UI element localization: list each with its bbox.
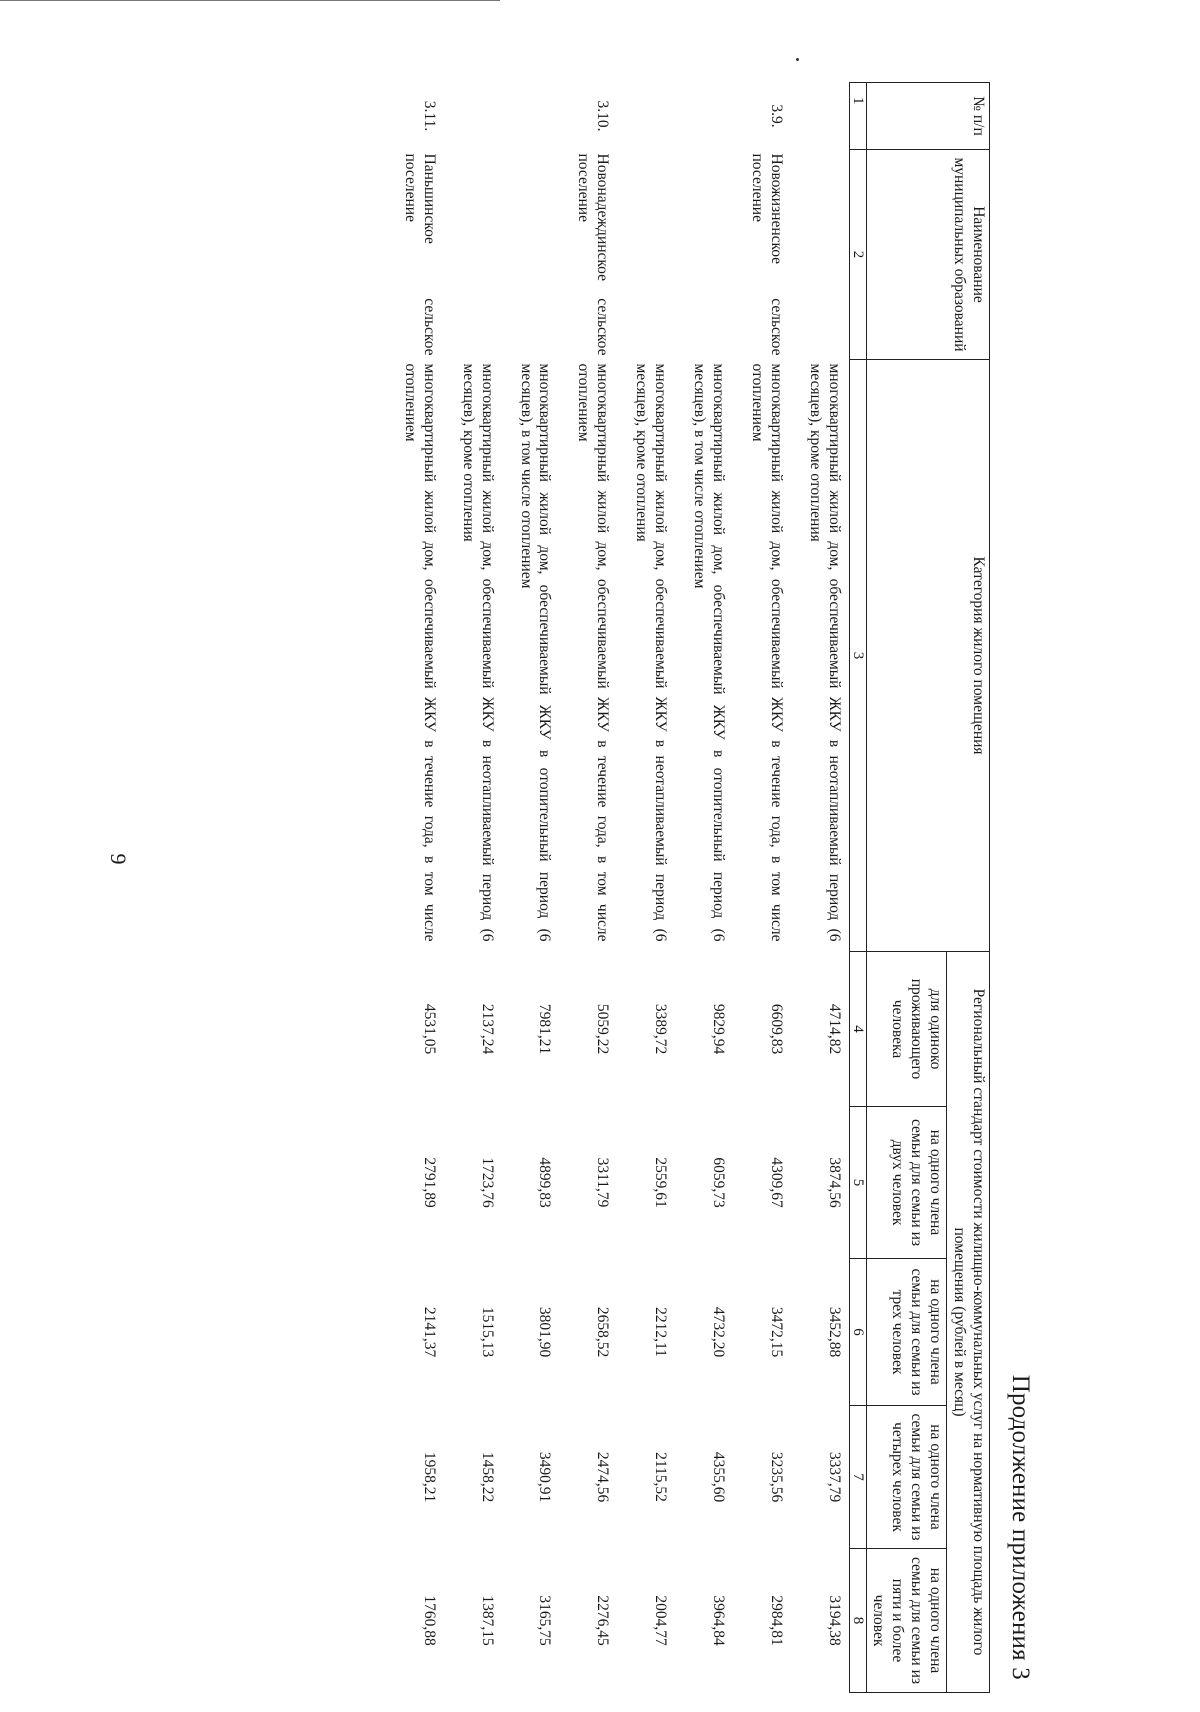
column-number-6: 6 (849, 1259, 866, 1406)
value-family-of-five-plus: 2276,45 (594, 1595, 612, 1646)
header-regional-standard: Региональный стандарт стоимости жилищно-коммунальных услуг на нормативную площадь жилого помещения (рублей в месяц) (947, 952, 990, 1693)
scan-edge-line (0, 0, 500, 1)
value-family-of-five-plus: 1760,88 (420, 1595, 438, 1646)
value-family-of-five-plus: 2984,81 (767, 1595, 785, 1646)
value-family-of-three: 3472,15 (767, 1306, 785, 1358)
value-family-of-two: 3311,79 (594, 1157, 612, 1208)
municipality-name (617, 150, 675, 360)
value-single-person: 6609,83 (767, 1003, 785, 1055)
table-row (791, 83, 849, 1693)
row-number: 3.11. (420, 100, 438, 132)
value-family-of-two: 3874,56 (825, 1157, 843, 1208)
value-family-of-four: 4355,60 (709, 1451, 727, 1503)
table-body (386, 83, 849, 1693)
continuation-heading: Продолжение приложения 3 (1007, 1374, 1034, 1680)
housing-category: многоквартирный жилой дом, обеспечиваемый ЖКУ в неотапливаемый период (6 месяцев), кроме отопления (806, 363, 843, 942)
column-number-1: 1 (849, 83, 866, 150)
column-number-3: 3 (849, 360, 866, 952)
header-col8: на одного члена семьи для семьи из пяти и более человек (866, 1549, 947, 1693)
header-category: Категория жилого помещения (866, 360, 989, 952)
value-family-of-four: 3337,79 (825, 1451, 843, 1503)
value-family-of-five-plus: 3165,75 (536, 1595, 554, 1646)
housing-category: многоквартирный жилой дом, обеспечиваемый ЖКУ в неотапливаемый период (6 месяцев), кроме отопления (459, 363, 496, 942)
table-row (444, 83, 502, 1693)
row-number: 3.10. (594, 100, 612, 132)
value-family-of-five-plus: 2004,77 (652, 1595, 670, 1646)
municipality-name (502, 150, 560, 360)
value-family-of-four: 2115,52 (652, 1452, 670, 1502)
value-single-person: 9829,94 (709, 1003, 727, 1055)
municipality-name: Новожизненское сельское поселение (748, 153, 785, 356)
column-number-7: 7 (849, 1406, 866, 1549)
housing-category: многоквартирный жилой дом, обеспечиваемый ЖКУ в отопительный период (6 месяцев), в том числе отоплением (517, 363, 554, 942)
row-number (502, 83, 560, 150)
scan-speck (796, 58, 799, 61)
municipality-name: Новонадеждинское сельское поселение (575, 153, 612, 356)
value-family-of-two: 2559,61 (652, 1157, 670, 1208)
municipality-name: Паньшинское сельское поселение (401, 153, 438, 356)
value-family-of-three: 2141,37 (420, 1306, 438, 1358)
housing-category: многоквартирный жилой дом, обеспечиваемый ЖКУ в течение года, в том числе отоплением (575, 363, 612, 942)
value-family-of-two: 1723,76 (478, 1157, 496, 1208)
municipality-name (444, 150, 502, 360)
row-number (444, 83, 502, 150)
row-number: 3.9. (767, 104, 785, 128)
value-family-of-five-plus: 3194,38 (825, 1595, 843, 1646)
housing-category: многоквартирный жилой дом, обеспечиваемый ЖКУ в течение года, в том числе отоплением (401, 363, 438, 942)
value-family-of-four: 1958,21 (420, 1451, 438, 1503)
value-family-of-three: 3801,90 (536, 1306, 554, 1358)
housing-category: многоквартирный жилой дом, обеспечиваемый ЖКУ в неотапливаемый период (6 месяцев), кроме отопления (633, 363, 670, 942)
value-single-person: 2137,24 (478, 1003, 496, 1055)
header-col5: на одного члена семьи для семьи из двух человек (866, 1107, 947, 1259)
column-number-4: 4 (849, 952, 866, 1107)
municipality-name (675, 150, 733, 360)
column-number-8: 8 (849, 1549, 866, 1693)
header-num: № п/п (866, 83, 989, 150)
value-family-of-three: 4732,20 (709, 1306, 727, 1358)
header-municipality: Наименование муниципальных образований (866, 150, 989, 360)
value-family-of-four: 1458,22 (478, 1451, 496, 1503)
rotated-document-body (168, 82, 1048, 1692)
column-number-2: 2 (849, 150, 866, 360)
value-single-person: 5059,22 (594, 1003, 612, 1055)
table-row (675, 83, 733, 1693)
value-family-of-four: 3490,91 (536, 1451, 554, 1503)
table-row (502, 83, 560, 1693)
regional-standard-table (386, 82, 990, 1693)
table-row (733, 83, 791, 1693)
value-family-of-four: 3235,56 (767, 1451, 785, 1503)
table-row (560, 83, 618, 1693)
value-family-of-five-plus: 1387,15 (478, 1595, 496, 1646)
value-single-person: 7981,21 (536, 1003, 554, 1055)
value-single-person: 4531,05 (420, 1003, 438, 1055)
value-family-of-two: 2791,89 (420, 1157, 438, 1208)
table-row (617, 83, 675, 1693)
value-single-person: 4714,82 (825, 1003, 843, 1055)
value-family-of-three: 2212,11 (652, 1307, 670, 1357)
row-number (617, 83, 675, 150)
municipality-name (791, 150, 849, 360)
value-family-of-three: 1515,13 (478, 1306, 496, 1358)
row-number (675, 83, 733, 150)
table-row (386, 83, 444, 1693)
housing-category: многоквартирный жилой дом, обеспечиваемый ЖКУ в отопительный период (6 месяцев), в том числе отоплением (691, 363, 727, 942)
page-number: 9 (106, 853, 131, 865)
value-family-of-three: 2658,52 (594, 1306, 612, 1358)
value-family-of-two: 4899,83 (536, 1157, 554, 1208)
header-col6: на одного члена семьи для семьи из трех человек (866, 1259, 947, 1406)
column-number-5: 5 (849, 1107, 866, 1259)
value-family-of-four: 2474,56 (594, 1451, 612, 1503)
header-col7: на одного члена семьи для семьи из четырех человек (866, 1406, 947, 1549)
header-col4: для одиноко проживающего человека (866, 952, 947, 1107)
value-family-of-five-plus: 3964,84 (709, 1595, 727, 1646)
value-single-person: 3389,72 (652, 1003, 670, 1055)
value-family-of-three: 3452,88 (825, 1306, 843, 1358)
housing-category: многоквартирный жилой дом, обеспечиваемый ЖКУ в течение года, в том числе отоплением (748, 363, 785, 942)
value-family-of-two: 6059,73 (709, 1157, 727, 1208)
row-number (791, 83, 849, 150)
value-family-of-two: 4309,67 (767, 1157, 785, 1208)
